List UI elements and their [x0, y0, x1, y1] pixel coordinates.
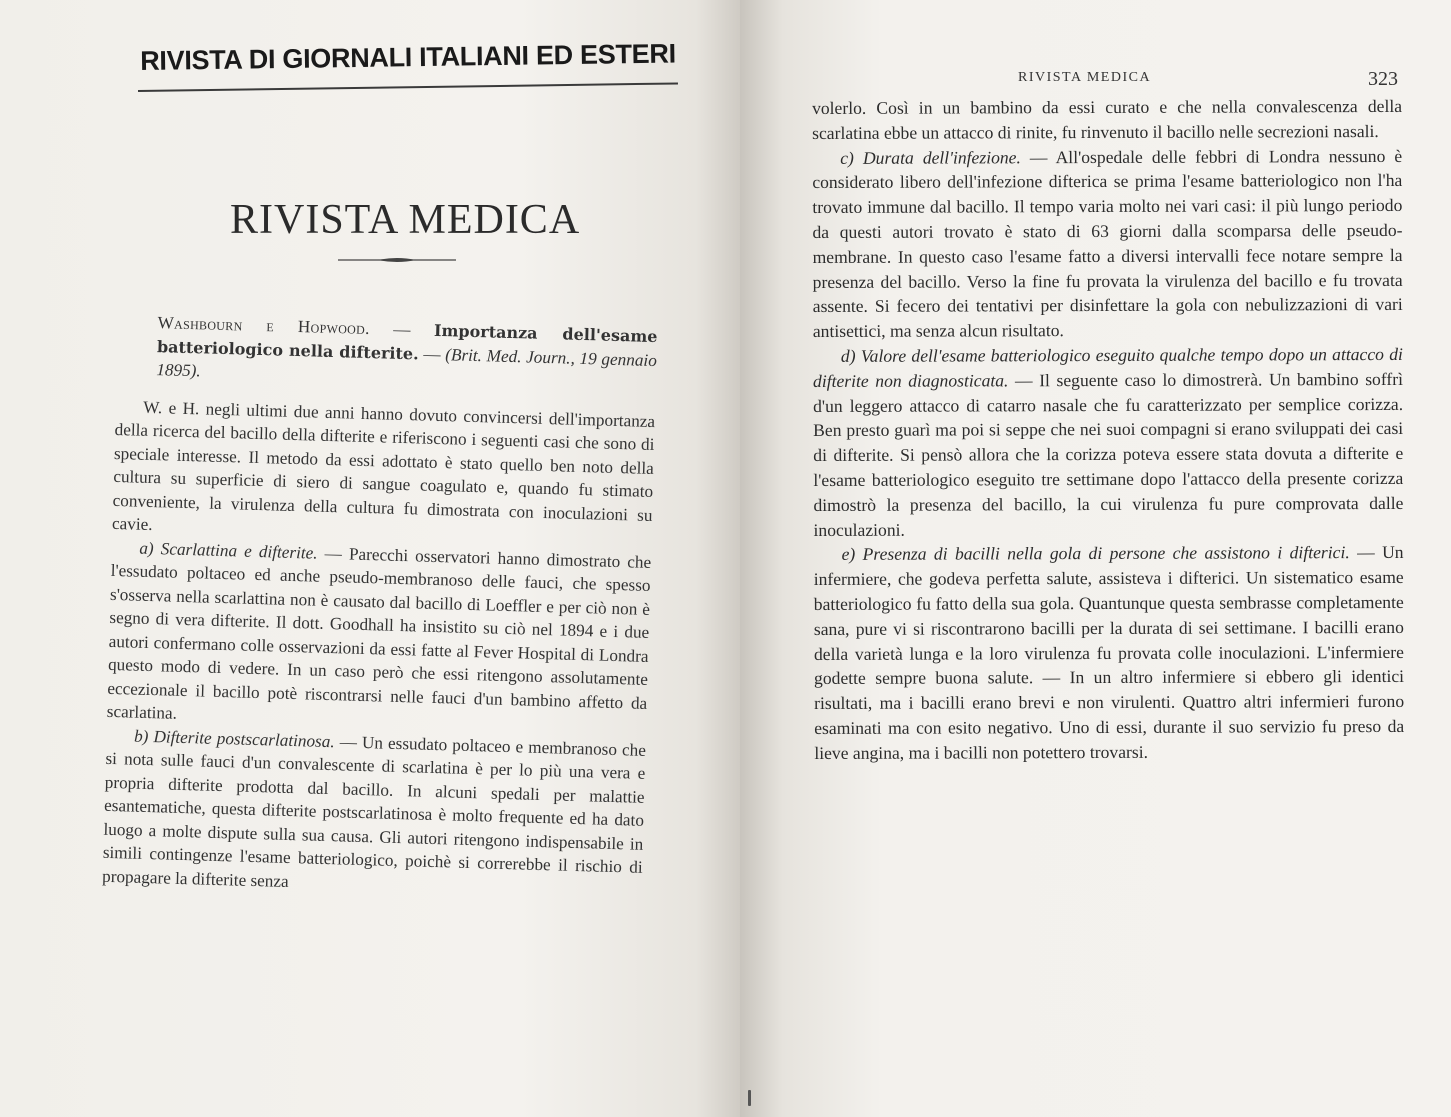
page-number: 323	[1368, 68, 1398, 90]
paragraph-text: — Il seguente caso lo dimostrerà. Un bambino soffrì d'un leggero attacco di catarro nasale che fu caratterizzato per semplice corizza. Ben presto guarì ma poi si seppe che nei suoi compagni si erano sviluppati dei casi di difterite. Si pensò allora che la corizza poteva essere stata dovuta a difterite e l'esame batteriologico eseguito tre settimane dopo l'attacco della presente corizza dimostrò la presenza del bacillo, la cui virulenza fu pure comprovata dalle inoculazioni.	[813, 368, 1404, 540]
running-head-right	[1018, 68, 1398, 92]
article-title: Importanza dell'esame batteriologico nella difterite.	[156, 320, 658, 363]
right-body-text	[812, 94, 1404, 766]
citation-dash: —	[418, 343, 446, 364]
paragraph-text: — Parecchi osservatori hanno dimostrato che l'essudato poltaceo ed anche pseudo-membranoso delle fauci, che spesso s'osserva nella scarlattina non è causato dal bacillo di Loeffler e per ciò non è segno di vera difterite. Il dott. Goodhall ha insistito su ciò nel 1894 e i due autori confermano colle osservazioni da essi fatte al Fever Hospital di Londra questo modo di vedere. In un caso però che essi ritengono assolutamente eccezionale il bacillo potè riscontrarsi nelle fauci d'un bambino affetto da scarlatina.	[106, 543, 652, 723]
right-page	[740, 0, 1451, 1117]
running-head-left: RIVISTA DI GIORNALI ITALIANI ED ESTERI	[140, 38, 676, 76]
paragraph	[102, 723, 646, 903]
paragraph	[814, 540, 1405, 765]
paragraph-lead: a) Scarlattina e difterite.	[139, 538, 318, 563]
paragraph-text: — Un infermiere, che godeva perfetta salute, assisteva i difterici. Un sistematico esame batteriologico fu fatto della sua gola. Quantunque questa sembrasse completamente sana, pure vi si riscontrarono bacilli per la durata di sei settimane. I bacilli erano della varietà lunga e la loro virulenza fu provata colle inoculazioni. L'infermiere godette sempre buona salute. — In un altro infermiere si ebbero gli identici risultati, ma i bacilli erano brevi e non virulenti. Quattro altri infermieri furono esaminati ma con esito negativo. Uno di essi, durante il suo servizio fu preso da lieve angina, ma i bacilli non potettero trovarsi.	[813, 542, 1405, 763]
paragraph	[112, 394, 656, 550]
paragraph	[106, 535, 651, 738]
running-head-title: RIVISTA MEDICA	[1018, 70, 1152, 85]
gutter-speck	[748, 1090, 751, 1106]
paragraph-lead: e) Presenza di bacilli nella gola di persone che assistono i difterici.	[841, 542, 1350, 565]
paragraph-text: — Un essudato poltaceo e membranoso che si nota sulle fauci d'un convalescente di scarlatina è per lo più una vera e propria difterite prodotta dal bacillo. In alcuni spedali per malattie esantematiche, questa difterite postscarlatinosa è molto frequente ed ha dato luogo a molte dispute sulla sua causa. Gli autori ritengono indispensabile in simili contingenze l'esame batteriologico, poichè si correrebbe il rischio di propagare la difterite senza	[101, 731, 647, 891]
left-body-text	[102, 310, 658, 903]
article-authors: Washbourn e Hopwood.	[157, 313, 370, 339]
paragraph-lead: c) Durata dell'infezione.	[840, 146, 1021, 168]
paragraph-text: — All'ospedale delle febbri di Londra nessuno è considerato libero dell'infezione difterica se prima l'esame batteriologico non l'ha trovato immune dal bacillo. Il tempo varia molto nei vari casi: il più lungo periodo da questi autori trovato è stato di 63 giorni dalla scomparsa delle pseudo-membrane. In questo caso l'esame fatto a diversi intervalli fece notare sempre la presenza del bacillo. Verso la fine fu provata la virulenza del bacillo e fu trovata assente. Si fecero dei tentativi per disinfettare la gola con nebulizzazioni di vari antisettici, ma senza alcun risultato.	[812, 145, 1403, 342]
section-title: RIVISTA MEDICA	[230, 197, 581, 243]
paragraph-text: W. e H. negli ultimi due anni hanno dovuto convincersi dell'importanza della ricerca del bacillo della difterite e riferiscono i seguenti casi che sono di speciale interesse. Il metodo da essi adottato è stato quello ben noto della cultura su superficie di siero di sangue coagulato e, quando fu stimato conveniente, la virulenza della cultura fu dimostrata con inoculazioni su cavie.	[111, 397, 656, 535]
heading-dash: —	[369, 319, 435, 340]
paragraph-lead: d) Valore dell'esame batteriologico eseguito qualche tempo dopo un attacco di difterite non diagnosticata.	[812, 343, 1403, 391]
article-heading	[116, 310, 658, 396]
ornament-divider-icon	[338, 256, 456, 264]
paragraph	[813, 342, 1404, 542]
paragraph	[812, 144, 1403, 344]
paragraph-text: volerlo. Così in un bambino da essi curato e che nella convalescenza della scarlatina ebbe un attacco di rinite, fu rinvenuto il bacillo nelle secrezioni nasali.	[812, 95, 1403, 143]
article-citation: (Brit. Med. Journ., 19 gennaio 1895).	[156, 344, 658, 381]
header-rule	[138, 82, 678, 92]
paragraph	[812, 94, 1402, 146]
paragraph-lead: b) Difterite postscarlatinosa.	[133, 726, 335, 751]
